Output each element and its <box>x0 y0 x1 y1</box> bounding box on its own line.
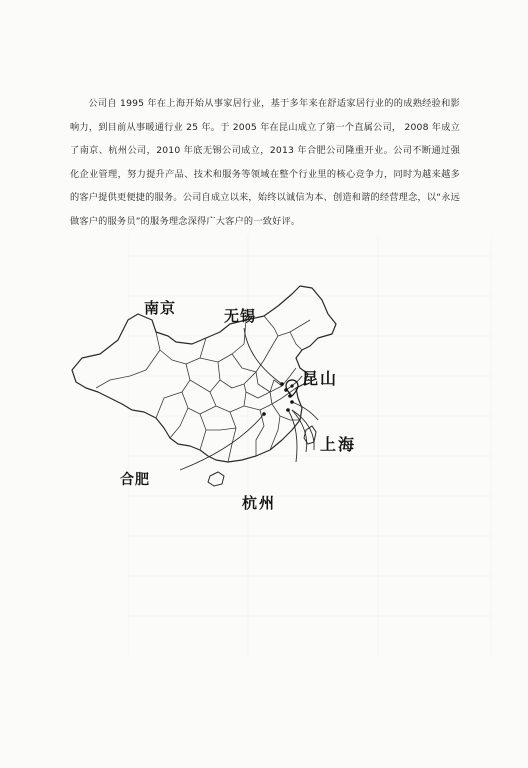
city-label-shanghai: 上海 <box>320 435 357 454</box>
city-label-kunshan: 昆山 <box>302 369 339 388</box>
intro-section <box>70 92 460 233</box>
city-label-hangzhou: 杭州 <box>242 494 277 512</box>
intro-paragraph: 公司自 1995 年在上海开始从事家居行业，基于多年来在舒适家居行业的的成熟经验和影响力，到目前从事暖通行业 25 年。于 2005 年在昆山成立了第一个直属公司， 2008 年成立了南京、杭州公司，2010 年底无锡公司成立，2013 年合肥公司隆重开业。公司不断通过强化企业管理，努力提升产品、技术和服务等领域在整个行业里的核心竞争力，同时为越来越多的客户提供更便捷的服务。公司自成立以来，始终以诚信为本、创造和谐的经营理念，以“永远做客户的服务员”的服务理念深得广大客户的一致好评。 <box>70 98 460 227</box>
city-label-nanjing: 南京 <box>144 299 177 317</box>
china-map-drawing <box>60 280 360 520</box>
province-borders <box>96 316 310 462</box>
hainan-island <box>208 472 224 486</box>
city-markers <box>262 382 294 416</box>
city-label-wuxi: 无锡 <box>224 307 257 325</box>
city-label-hefei: 合肥 <box>120 472 150 488</box>
china-map <box>60 280 360 520</box>
